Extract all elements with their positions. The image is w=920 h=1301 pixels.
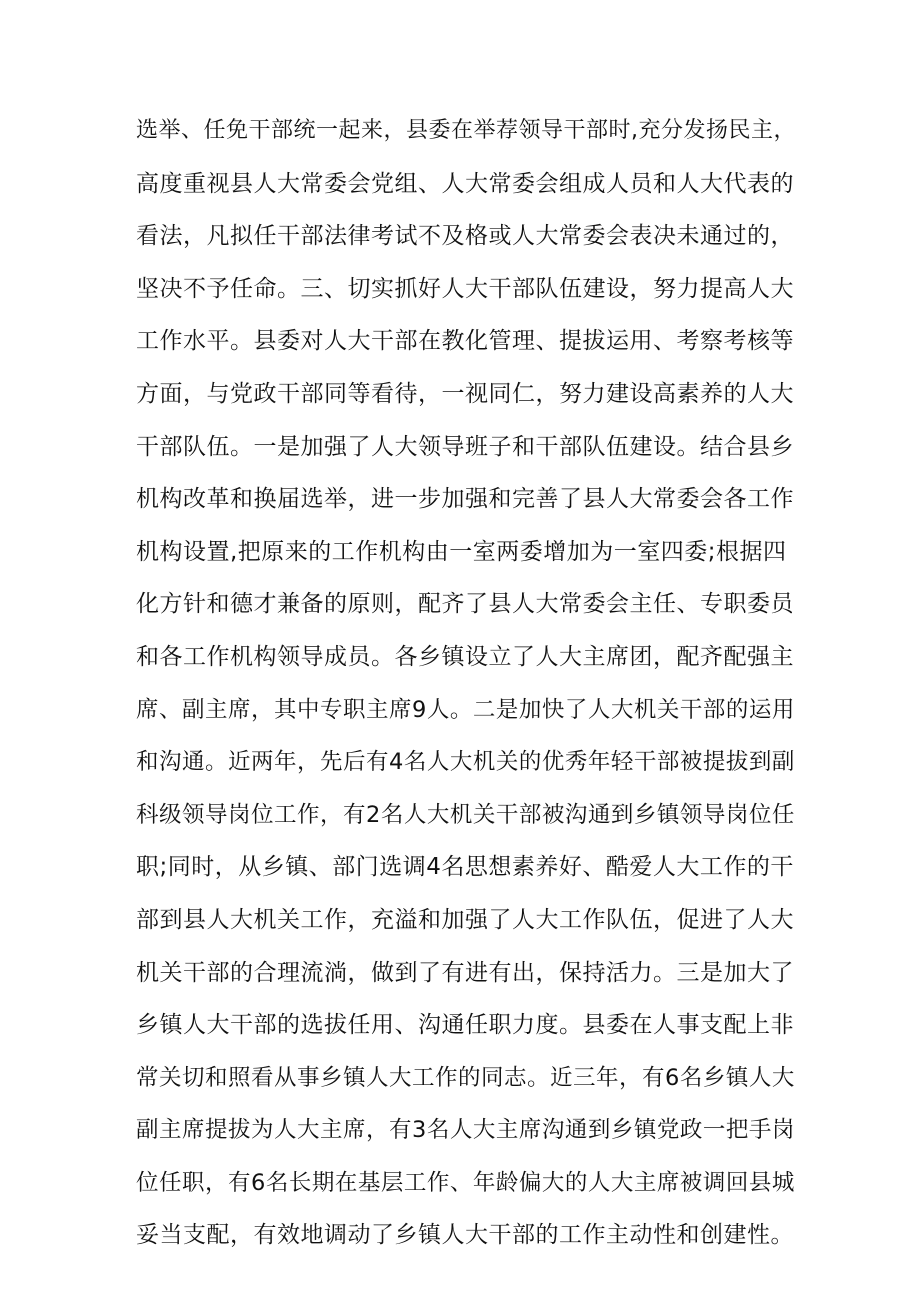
text-line: 干部队伍。一是加强了人大领导班子和干部队伍建设。结合县乡 bbox=[136, 433, 794, 460]
text-line: 职;同时，从乡镇、部门选调4名思想素养好、酷爱人大工作的干 bbox=[136, 854, 794, 881]
text-line: 和各工作机构领导成员。各乡镇设立了人大主席团，配齐配强主 bbox=[136, 643, 794, 670]
text-line: 机构设置,把原来的工作机构由一室两委增加为一室四委;根据四 bbox=[136, 538, 787, 565]
text-line: 席、副主席，其中专职主席9人。二是加快了人大机关干部的运用 bbox=[136, 696, 795, 723]
text-line: 位任职，有6名长期在基层工作、年龄偏大的人大主席被调回县城 bbox=[136, 1169, 795, 1196]
text-line: 化方针和德才兼备的原则，配齐了县人大常委会主任、专职委员 bbox=[136, 591, 794, 618]
text-line: 高度重视县人大常委会党组、人大常委会组成人员和人大代表的 bbox=[136, 170, 794, 197]
text-line: 部到县人大机关工作，充溢和加强了人大工作队伍，促进了人大 bbox=[136, 906, 794, 933]
text-line: 坚决不予任命。三、切实抓好人大干部队伍建设，努力提高人大 bbox=[136, 275, 794, 302]
body-paragraph bbox=[136, 105, 796, 1262]
text-line: 机构改革和换届选举，进一步加强和完善了县人大常委会各工作 bbox=[136, 486, 794, 513]
text-line: 常关切和照看从事乡镇人大工作的同志。近三年，有6名乡镇人大 bbox=[136, 1064, 795, 1091]
text-line: 看法，凡拟任干部法律考试不及格或人大常委会表决未通过的， bbox=[136, 223, 794, 250]
text-line: 选举、任免干部统一起来，县委在举荐领导干部时,充分发扬民主， bbox=[136, 118, 796, 143]
text-line: 妥当支配，有效地调动了乡镇人大干部的工作主动性和创建性。 bbox=[136, 1222, 794, 1249]
text-line: 方面，与党政干部同等看待，一视同仁，努力建设高素养的人大 bbox=[136, 380, 794, 407]
text-line: 机关干部的合理流淌，做到了有进有出，保持活力。三是加大了 bbox=[136, 959, 794, 986]
text-line: 乡镇人大干部的选拔任用、沟通任职力度。县委在人事支配上非 bbox=[136, 1012, 794, 1039]
text-line: 和沟通。近两年，先后有4名人大机关的优秀年轻干部被提拔到副 bbox=[136, 749, 795, 776]
text-line: 工作水平。县委对人大干部在教化管理、提拔运用、考察考核等 bbox=[136, 328, 794, 355]
text-line: 副主席提拔为人大主席，有3名人大主席沟通到乡镇党政一把手岗 bbox=[136, 1117, 795, 1144]
text-line: 科级领导岗位工作，有2名人大机关干部被沟通到乡镇领导岗位任 bbox=[136, 801, 795, 828]
